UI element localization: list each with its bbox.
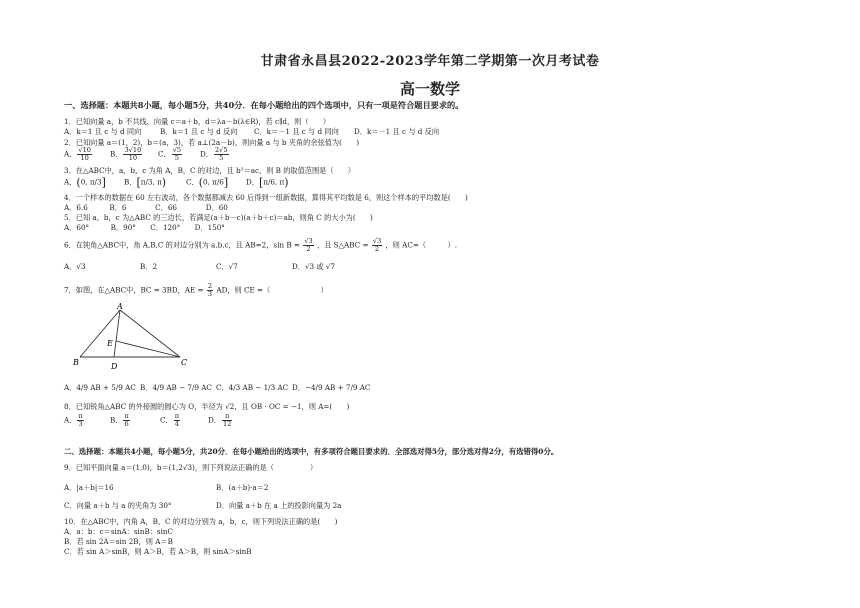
q3-option-a: A．(0, π/3]: [64, 176, 106, 189]
q6-option-c: C．√7: [216, 262, 238, 271]
q7-stem: 7．如图，在△ABC中，BC = 3BD，AE = $\frac{2}{3}$ AD，则 CE =（ ）: [64, 282, 328, 298]
q10-option-b: B．若 sin 2A＝sin 2B，则 A＝B: [64, 537, 173, 546]
q9-option-a: A．|a＋b|＝16: [64, 483, 114, 492]
q6-option-b: B．2: [140, 262, 158, 271]
q2-option-b: B． $\frac{3√10}{10}$: [110, 146, 142, 162]
q2-option-d: D． $\frac{2√5}{5}$: [200, 146, 228, 162]
q3-option-d: D．[π/6, π): [246, 176, 289, 189]
q1-stem: 1．已知向量 a，b 不共线，向量 c＝a＋b，d＝λa－b(λ∈R)，若 c∥d，则（ ）: [64, 117, 331, 126]
q1-option-a: A．k＝1 且 c 与 d 同向: [64, 127, 142, 136]
q4-options: A．6.6 B．6 C．66 D．60: [64, 203, 228, 212]
q10-option-a: A．a：b：c＝sinA：sinB：sinC: [64, 527, 174, 536]
section-1-heading: 一、选择题：本题共8小题，每小题5分，共40分．在每小题给出的四个选项中，只有一项是符合题目要求的。: [64, 100, 464, 110]
q8-option-d: D． $\frac{\pi}{12}$: [208, 412, 232, 428]
q9-stem: 9．已知平面向量 a＝(1,0)，b＝(1,2√3)，则下列说法正确的是（ ）: [64, 463, 318, 472]
q8-option-b: B． $\frac{\pi}{6}$: [110, 412, 129, 428]
exam-title: 甘肃省永昌县2022-2023学年第二学期第一次月考试卷: [260, 54, 600, 69]
q3-option-c: C．(0, π/6]: [186, 176, 229, 189]
q3-option-b: B．[π/3, π): [124, 176, 167, 189]
q8-stem: 8．已知锐角△ABC 的外接圆的圆心为 O，半径为 √2，且 OB · OC = −1，则 A=( ): [64, 402, 350, 411]
section-2-heading: 二、选择题：本题共4小题，每小题5分，共20分．在每小题给出的选项中，有多项符合题目要求的．全部选对得5分，部分选对得2分，有选错得0分。: [64, 447, 559, 456]
q1-option-d: D．k＝－1 且 c 与 d 反向: [354, 127, 440, 136]
q7-option-a: A．4/9 AB + 5/9 AC: [64, 383, 136, 392]
q3-stem: 3．在△ABC中，a，b，c 为角 A，B，C 的对边，且 b²＝ac，则 B 的取值范围是（ ）: [64, 166, 356, 175]
q4-stem: 4．一个样本的数据在 60 左右波动，各个数据都减去 60 后得到一组新数据，算得其平均数是 6，则这个样本的平均数是( ): [64, 193, 468, 202]
q10-option-c: C．若 sin A＞sinB，则 A＞B，若 A＞B，则 sinA＞sinB: [64, 547, 252, 556]
q1-option-b: B．k＝1 且 c 与 d 反向: [160, 127, 238, 136]
label-b: B: [73, 358, 79, 367]
q6-stem: 6．在钝角△ABC中，角 A,B,C 的对边分别为 a,b,c，且 AB=2，sin B = $\frac{√3}{2}$ ，且 S△ABC = $\frac{√3}{2}$ ，则 AC=（ ）.: [64, 237, 458, 253]
q5-options: A．60° B．90° C．120° D．150°: [64, 223, 225, 232]
q8-option-c: C． $\frac{\pi}{4}$: [160, 412, 180, 428]
q9-option-d: D．向量 a＋b 在 a 上的投影向量为 2a: [216, 501, 342, 510]
label-c: C: [181, 358, 188, 367]
q9-option-c: C．向量 a＋b 与 a 的夹角为 30°: [64, 501, 172, 510]
segment-ad: [114, 310, 120, 357]
exam-subtitle: 高一数学: [399, 80, 460, 98]
label-a: A: [117, 302, 123, 311]
q7-option-c: C．4/3 AB − 1/3 AC: [216, 383, 289, 392]
q8-option-a: A． $\frac{\pi}{3}$: [64, 412, 83, 428]
q7-option-b: B．4/9 AB − 7/9 AC: [140, 383, 212, 392]
q10-stem: 10．在△ABC中，内角 A，B，C 的对边分别为 a，b，c，则下列说法正确的是( ): [64, 517, 338, 526]
q7-option-d: D．−4/9 AB + 7/9 AC: [292, 383, 371, 392]
triangle-figure: [70, 300, 200, 375]
q9-option-b: B．(a＋b)·a＝2: [216, 483, 269, 492]
q2-stem: 2．已知向量 a＝(1，2)，b＝(a，3)，若 a⊥(2a－b)，则向量 a 与 b 夹角的余弦值为( ): [64, 138, 360, 147]
edge-ab: [80, 310, 120, 357]
label-e: E: [107, 339, 113, 348]
q2-option-a: A． $\frac{√10}{10}$: [64, 146, 91, 162]
q6-option-a: A．√3: [64, 262, 86, 271]
q6-option-d: D．√3 或 √7: [292, 262, 336, 271]
q2-option-c: C． $\frac{√5}{5}$: [158, 146, 182, 162]
label-d: D: [111, 362, 118, 371]
q1-option-c: C．k＝－1 且 c 与 d 同向: [254, 127, 339, 136]
q5-stem: 5．已知 a，b，c 为△ABC 的三边长，若满足(a＋b－c)(a＋b＋c)＝ab，则角 C 的大小为( ): [64, 213, 373, 222]
